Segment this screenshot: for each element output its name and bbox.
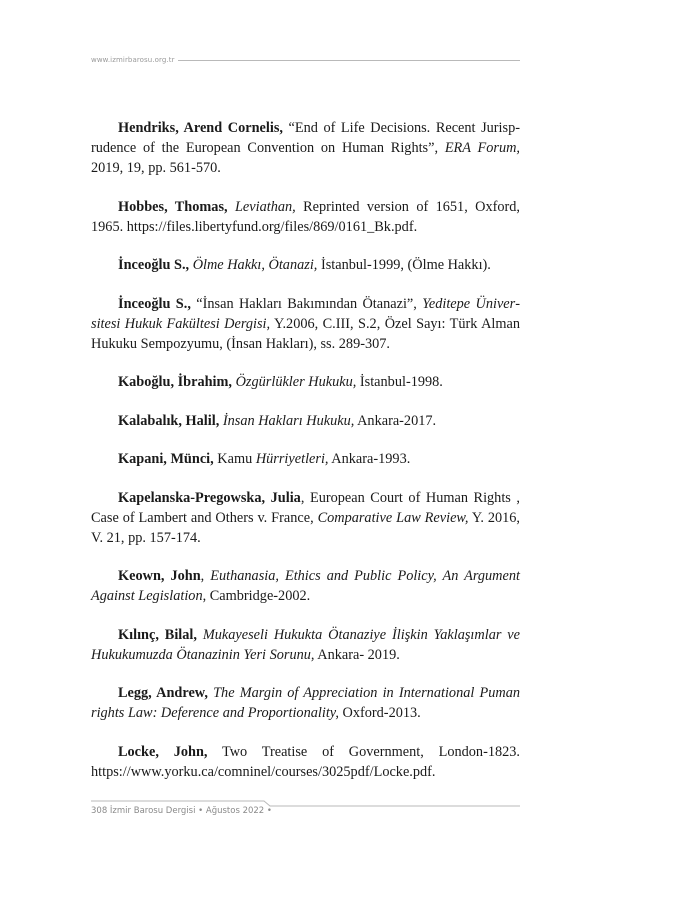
footer-rule <box>91 800 520 814</box>
entry-text: “End of Life Decisions. Recent Jurisprudence of the European Convention on Human Rights”, <box>91 120 520 156</box>
entry-author: Kaboğlu, İbrahim, <box>118 374 233 390</box>
bibliography-entry <box>91 255 520 275</box>
bibliography-entry <box>91 372 520 392</box>
entry-text: “İnsan Hakları Bakımından Ötanazi”, <box>190 295 423 312</box>
bibliography-entry <box>91 566 520 606</box>
entry-text: Y.2006, C.III, S.2, Özel Sayı: Türk Alman Hukuku Sempozyumu, (İnsan Hakları), ss. 289-307. <box>91 315 520 352</box>
entry-title: Leviathan, <box>234 198 296 215</box>
entry-text <box>228 199 235 215</box>
bibliography-entry <box>91 625 520 665</box>
bibliography-entry <box>91 742 520 782</box>
entry-title: Mukayeseli Hukukta Ötanaziye İlişkin Yaklaşımlar ve Hukukumuzda Ötanazinin Yeri Sorunu, <box>91 626 520 663</box>
entry-text: İstanbul-1998. <box>356 374 443 390</box>
entry-author: Kalabalık, Halil, <box>118 412 220 429</box>
entry-text: Ankara-2017. <box>354 412 437 429</box>
bibliography-list <box>91 118 520 800</box>
entry-title: Özgürlükler Hukuku, <box>235 374 357 390</box>
entry-title: İnsan Hakları Hukuku, <box>222 412 355 429</box>
entry-author: Hendriks, Arend Cornelis, <box>118 120 283 136</box>
entry-text: Oxford-2013. <box>338 705 421 721</box>
entry-author: Kılınç, Bilal, <box>118 626 197 643</box>
entry-author: Kapani, Münci, <box>118 451 214 467</box>
entry-text: , <box>200 568 211 584</box>
entry-text: Reprinted version of 1651, Oxford, 1965. https://files.libertyfund.org/files/869/0161_Bk.pdf. <box>91 198 521 235</box>
bibliography-entry <box>91 118 520 178</box>
entry-text: Ankara-1993. <box>328 451 411 467</box>
entry-title: The Margin of Appreciation in International Puman rights Law: Deference and Proportionality, <box>91 685 521 721</box>
entry-title: Comparative Law Review, <box>317 509 469 526</box>
entry-author: İnceoğlu S., <box>118 257 190 273</box>
entry-text: Kamu <box>213 451 256 467</box>
entry-author: Kapelanska-Pregowska, Julia <box>118 489 301 506</box>
bibliography-entry <box>91 411 520 431</box>
header-rule <box>178 60 520 61</box>
entry-title: Ölme Hakkı, Ötanazi, <box>192 257 318 273</box>
entry-title: Hürriyetleri, <box>255 451 329 467</box>
footer-rule-line <box>91 801 520 806</box>
entry-text: Y. 2016, V. 21, pp. 157-174. <box>91 509 521 546</box>
entry-author: Hobbes, Thomas, <box>118 198 228 215</box>
entry-text: İstanbul-1999, (Ölme Hakkı). <box>317 257 491 273</box>
bibliography-entry <box>91 488 520 548</box>
entry-text: Ankara- 2019. <box>314 646 400 663</box>
bibliography-entry <box>91 197 520 237</box>
entry-title: ERA Forum, <box>444 140 521 156</box>
bibliography-entry <box>91 449 520 469</box>
bibliography-entry <box>91 683 520 723</box>
entry-text: , European Court of Human Rights , Case of Lambert and Others v. France, <box>91 489 521 526</box>
bibliography-entry <box>91 294 520 354</box>
page-header <box>91 54 520 66</box>
entry-text: Two Treatise of Government, London-1823. https://www.yorku.ca/comninel/courses/3025pdf/Locke.pdf. <box>91 743 520 780</box>
entry-author: Keown, John <box>118 568 201 584</box>
entry-author: Locke, John, <box>118 743 208 760</box>
entry-text: 2019, 19, pp. 561-570. <box>91 160 221 176</box>
entry-title: Euthanasia, Ethics and Public Policy, An Argument Against Legislation <box>91 568 520 604</box>
entry-text: , Cambridge-2002. <box>202 588 311 604</box>
footer-text: 308 İzmir Barosu Dergisi • Ağustos 2022 • <box>91 806 272 816</box>
header-url: www.izmirbarosu.org.tr <box>91 56 175 64</box>
entry-author: Legg, Andrew, <box>118 685 208 701</box>
entry-title: Yeditepe Üniversitesi Hukuk Fakültesi Dergisi, <box>91 295 520 332</box>
page-footer <box>91 800 520 814</box>
entry-author: İnceoğlu S., <box>118 295 191 312</box>
